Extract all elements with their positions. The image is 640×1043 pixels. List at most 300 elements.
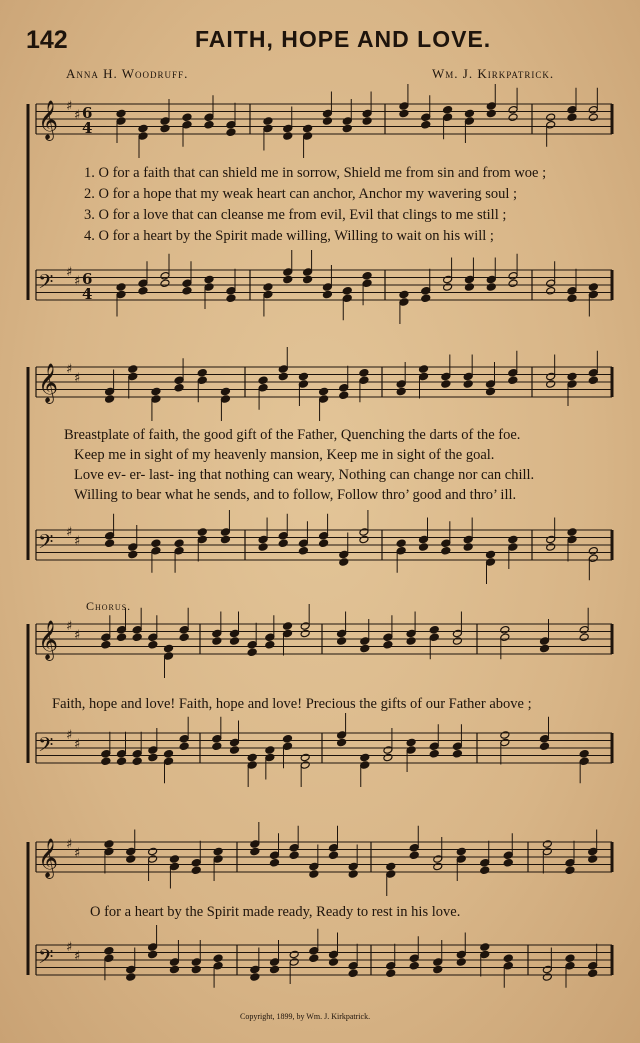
notehead [160, 124, 170, 133]
notehead [151, 546, 161, 555]
notehead [213, 855, 223, 864]
notehead [303, 268, 313, 277]
sharp-icon: ♯ [74, 534, 81, 549]
notehead [443, 105, 453, 114]
notehead [386, 862, 396, 871]
verse-4-line-2: Willing to bear what he sends, and to follow, Follow thro’ good and thro’ ill. [74, 487, 517, 503]
notehead [213, 954, 223, 963]
notehead [362, 271, 372, 280]
notehead [433, 855, 443, 864]
notehead [250, 965, 260, 974]
notehead [359, 376, 369, 385]
notehead [359, 528, 369, 537]
notehead [300, 629, 310, 638]
notehead [204, 283, 214, 292]
notehead [433, 965, 443, 974]
notehead [579, 749, 589, 758]
notehead [579, 757, 589, 766]
notehead [463, 543, 473, 552]
notehead [182, 279, 192, 288]
sharp-icon: ♯ [66, 362, 73, 377]
notehead [463, 372, 473, 381]
notehead [399, 298, 409, 307]
notehead [212, 742, 222, 751]
notehead [247, 761, 257, 770]
sharp-icon: ♯ [66, 99, 73, 114]
notehead [151, 395, 161, 404]
sharp-icon: ♯ [66, 265, 73, 280]
notehead [270, 851, 280, 860]
verse-2-line-1: 2. O for a hope that my weak heart can anchor, Anchor my wavering soul ; [84, 186, 518, 202]
notehead [399, 102, 409, 111]
chorus-line-1: Faith, hope and love! Faith, hope and love! Precious the gifts of our Father above ; [52, 696, 532, 712]
notehead [300, 761, 310, 770]
notehead [322, 109, 332, 118]
notehead [101, 757, 111, 766]
notehead [148, 847, 158, 856]
notehead [197, 528, 207, 537]
notehead [148, 950, 158, 959]
notehead [160, 279, 170, 288]
notehead [567, 380, 577, 389]
notehead [433, 958, 443, 967]
composer-credit: Wm. J. Kirkpatrick. [432, 66, 555, 81]
notehead [212, 734, 222, 743]
notehead [230, 746, 240, 755]
notehead [542, 965, 552, 974]
notehead [588, 113, 598, 122]
page-number: 142 [26, 26, 68, 54]
notehead [283, 629, 293, 638]
notehead [588, 105, 598, 114]
notehead [348, 961, 358, 970]
notehead [319, 387, 329, 396]
notehead [128, 550, 138, 559]
notehead [452, 637, 462, 646]
notehead [486, 275, 496, 284]
notehead [443, 283, 453, 292]
notehead [508, 113, 518, 122]
notehead [441, 380, 451, 389]
notehead [342, 294, 352, 303]
sharp-icon: ♯ [74, 628, 81, 643]
notehead [464, 109, 474, 118]
notehead [463, 380, 473, 389]
notehead [546, 380, 556, 389]
notehead [486, 380, 496, 389]
notehead [101, 640, 111, 649]
notehead [348, 969, 358, 978]
notehead [182, 286, 192, 295]
notehead [151, 387, 161, 396]
notehead [565, 961, 575, 970]
notehead [197, 376, 207, 385]
notehead [105, 539, 115, 548]
notehead [309, 862, 319, 871]
notehead [419, 365, 429, 374]
notehead [464, 117, 474, 126]
notehead [500, 738, 510, 747]
notehead [298, 380, 308, 389]
notehead [322, 117, 332, 126]
notehead [116, 283, 126, 292]
notehead [151, 539, 161, 548]
bass-clef-icon: 𝄢 [38, 530, 54, 558]
notehead [546, 535, 556, 544]
notehead [429, 633, 439, 642]
notehead [148, 855, 158, 864]
treble-clef-icon: 𝄞 [38, 100, 59, 140]
notehead [429, 742, 439, 751]
notehead [230, 629, 240, 638]
notehead [212, 637, 222, 646]
notehead [399, 109, 409, 118]
notehead [567, 372, 577, 381]
notehead [508, 279, 518, 288]
notehead [480, 858, 490, 867]
notehead [508, 535, 518, 544]
notehead [480, 950, 490, 959]
notehead [480, 943, 490, 952]
notehead [283, 622, 293, 631]
notehead [289, 843, 299, 852]
notehead [383, 753, 393, 762]
notehead [406, 637, 416, 646]
sharp-icon: ♯ [74, 737, 81, 752]
notehead [105, 395, 115, 404]
notehead [258, 543, 268, 552]
notehead [265, 640, 275, 649]
notehead [160, 271, 170, 280]
hymn-title: FAITH, HOPE AND LOVE. [195, 26, 492, 52]
verse-1-line-1: 1. O for a faith that can shield me in sorrow, Shield me from sin and from woe ; [84, 165, 547, 181]
notehead [309, 946, 319, 955]
notehead [500, 633, 510, 642]
notehead [263, 283, 273, 292]
notehead [104, 840, 114, 849]
notehead [441, 539, 451, 548]
notehead [339, 558, 349, 567]
notehead [443, 113, 453, 122]
sharp-icon: ♯ [66, 525, 73, 540]
notehead [588, 376, 598, 385]
notehead [540, 742, 550, 751]
notehead [283, 742, 293, 751]
notehead [319, 531, 329, 540]
notehead [283, 275, 293, 284]
notehead [337, 731, 347, 740]
notehead [117, 625, 127, 634]
notehead [278, 531, 288, 540]
treble-clef-icon: 𝄞 [38, 838, 59, 878]
notehead [588, 546, 598, 555]
notehead [270, 858, 280, 867]
notehead [419, 535, 429, 544]
notehead [362, 109, 372, 118]
notehead [104, 847, 114, 856]
notehead [263, 117, 273, 126]
notehead [452, 742, 462, 751]
notehead [250, 847, 260, 856]
notehead [337, 738, 347, 747]
notehead [421, 286, 431, 295]
chorus-line-2: O for a heart by the Spirit made ready, Ready to rest in his love. [90, 904, 461, 920]
verse-3-line-2: Love ev- er- last- ing that nothing can weary, Nothing can change nor can chill. [74, 467, 535, 483]
notehead [419, 543, 429, 552]
notehead [546, 113, 556, 122]
notehead [132, 749, 142, 758]
notehead [164, 757, 174, 766]
notehead [204, 120, 214, 129]
notehead [169, 958, 179, 967]
notehead [148, 746, 158, 755]
notehead [567, 535, 577, 544]
notehead [508, 376, 518, 385]
notehead [546, 372, 556, 381]
sharp-icon: ♯ [66, 940, 73, 955]
notehead [132, 633, 142, 642]
notehead [148, 633, 158, 642]
notehead [138, 132, 148, 141]
notehead [359, 368, 369, 377]
notehead [258, 535, 268, 544]
notehead [138, 279, 148, 288]
sharp-icon: ♯ [66, 837, 73, 852]
notehead [463, 535, 473, 544]
notehead [105, 387, 115, 396]
notehead [588, 290, 598, 299]
notehead [588, 283, 598, 292]
notehead [396, 539, 406, 548]
notehead [567, 105, 577, 114]
notehead [116, 109, 126, 118]
notehead [383, 633, 393, 642]
notehead [386, 961, 396, 970]
sharp-icon: ♯ [66, 619, 73, 634]
notehead [588, 969, 598, 978]
notehead [148, 753, 158, 762]
time-signature-denominator: 4 [82, 119, 93, 137]
notehead [339, 550, 349, 559]
sharp-icon: ♯ [66, 728, 73, 743]
notehead [565, 954, 575, 963]
verse-2-line-2: Keep me in sight of my heavenly mansion, Keep me in sight of the goal. [74, 447, 495, 463]
notehead [298, 372, 308, 381]
notehead [104, 946, 114, 955]
notehead [508, 543, 518, 552]
notehead [486, 558, 496, 567]
notehead [191, 858, 201, 867]
notehead [169, 862, 179, 871]
notehead [542, 973, 552, 982]
notehead [226, 120, 236, 129]
notehead [126, 855, 136, 864]
notehead [322, 283, 332, 292]
notehead [126, 973, 136, 982]
notehead [117, 633, 127, 642]
notehead [540, 644, 550, 653]
sharp-icon: ♯ [74, 846, 81, 861]
notehead [191, 958, 201, 967]
notehead [197, 368, 207, 377]
notehead [399, 290, 409, 299]
notehead [132, 625, 142, 634]
notehead [319, 395, 329, 404]
notehead [220, 387, 230, 396]
notehead [278, 372, 288, 381]
notehead [270, 965, 280, 974]
notehead [174, 539, 184, 548]
notehead [503, 851, 513, 860]
notehead [250, 840, 260, 849]
notehead [409, 954, 419, 963]
notehead [443, 275, 453, 284]
notehead [164, 749, 174, 758]
notehead [258, 383, 268, 392]
notehead [289, 958, 299, 967]
notehead [289, 950, 299, 959]
notehead [226, 286, 236, 295]
notehead [567, 113, 577, 122]
treble-clef-icon: 𝄞 [38, 363, 59, 403]
notehead [348, 862, 358, 871]
notehead [303, 275, 313, 284]
chorus-label: Chorus. [86, 599, 132, 613]
notehead [396, 387, 406, 396]
notehead [101, 633, 111, 642]
notehead [339, 383, 349, 392]
notehead [230, 738, 240, 747]
notehead [283, 268, 293, 277]
notehead [429, 625, 439, 634]
notehead [126, 965, 136, 974]
notehead [329, 958, 339, 967]
notehead [433, 862, 443, 871]
notehead [486, 109, 496, 118]
notehead [383, 746, 393, 755]
notehead [283, 734, 293, 743]
notehead [456, 847, 466, 856]
notehead [567, 286, 577, 295]
bass-clef-icon: 𝄢 [38, 733, 54, 761]
notehead [169, 965, 179, 974]
bass-clef-icon: 𝄢 [38, 270, 54, 298]
notehead [409, 851, 419, 860]
notehead [278, 539, 288, 548]
notehead [396, 546, 406, 555]
notehead [329, 950, 339, 959]
sharp-icon: ♯ [74, 949, 81, 964]
notehead [588, 368, 598, 377]
time-signature-denominator: 4 [82, 285, 93, 303]
notehead [250, 973, 260, 982]
notehead [360, 753, 370, 762]
notehead [452, 749, 462, 758]
notehead [360, 637, 370, 646]
notehead [540, 637, 550, 646]
verse-1-line-2: Breastplate of faith, the good gift of the Father, Quenching the darts of the foe. [64, 427, 521, 443]
notehead [116, 290, 126, 299]
notehead [486, 550, 496, 559]
notehead [342, 117, 352, 126]
notehead [132, 757, 142, 766]
notehead [309, 954, 319, 963]
notehead [283, 132, 293, 141]
notehead [486, 283, 496, 292]
notehead [329, 843, 339, 852]
notehead [265, 753, 275, 762]
notehead [579, 633, 589, 642]
notehead [546, 286, 556, 295]
notehead [247, 648, 257, 657]
notehead [342, 124, 352, 133]
notehead [220, 535, 230, 544]
notehead [182, 113, 192, 122]
notehead [191, 866, 201, 875]
notehead [303, 132, 313, 141]
notehead [226, 294, 236, 303]
notehead [213, 961, 223, 970]
notehead [128, 543, 138, 552]
notehead [546, 279, 556, 288]
treble-clef-icon: 𝄞 [38, 620, 59, 660]
notehead [567, 528, 577, 537]
verse-4-line-1: 4. O for a heart by the Spirit made willing, Willing to wait on his will ; [84, 228, 494, 244]
notehead [360, 761, 370, 770]
notehead [503, 961, 513, 970]
notehead [230, 637, 240, 646]
notehead [174, 546, 184, 555]
notehead [213, 847, 223, 856]
notehead [329, 851, 339, 860]
notehead [179, 625, 189, 634]
notehead [396, 380, 406, 389]
notehead [362, 279, 372, 288]
notehead [486, 387, 496, 396]
notehead [303, 124, 313, 133]
sharp-icon: ♯ [74, 108, 81, 123]
notehead [383, 640, 393, 649]
notehead [342, 286, 352, 295]
notehead [138, 286, 148, 295]
notehead [164, 644, 174, 653]
notehead [421, 113, 431, 122]
bass-clef-icon: 𝄢 [38, 945, 54, 973]
notehead [128, 365, 138, 374]
notehead [359, 535, 369, 544]
notehead [117, 749, 127, 758]
notehead [406, 629, 416, 638]
notehead [542, 840, 552, 849]
notehead [348, 870, 358, 879]
sharp-icon: ♯ [74, 274, 81, 289]
notehead [283, 124, 293, 133]
notehead [503, 858, 513, 867]
notehead [421, 120, 431, 129]
notehead [298, 546, 308, 555]
author-credit: Anna H. Woodruff. [66, 66, 189, 81]
notehead [588, 554, 598, 563]
notehead [540, 734, 550, 743]
notehead [441, 546, 451, 555]
notehead [319, 539, 329, 548]
notehead [247, 753, 257, 762]
notehead [322, 290, 332, 299]
notehead [588, 855, 598, 864]
notehead [265, 746, 275, 755]
notehead [298, 539, 308, 548]
notehead [263, 290, 273, 299]
